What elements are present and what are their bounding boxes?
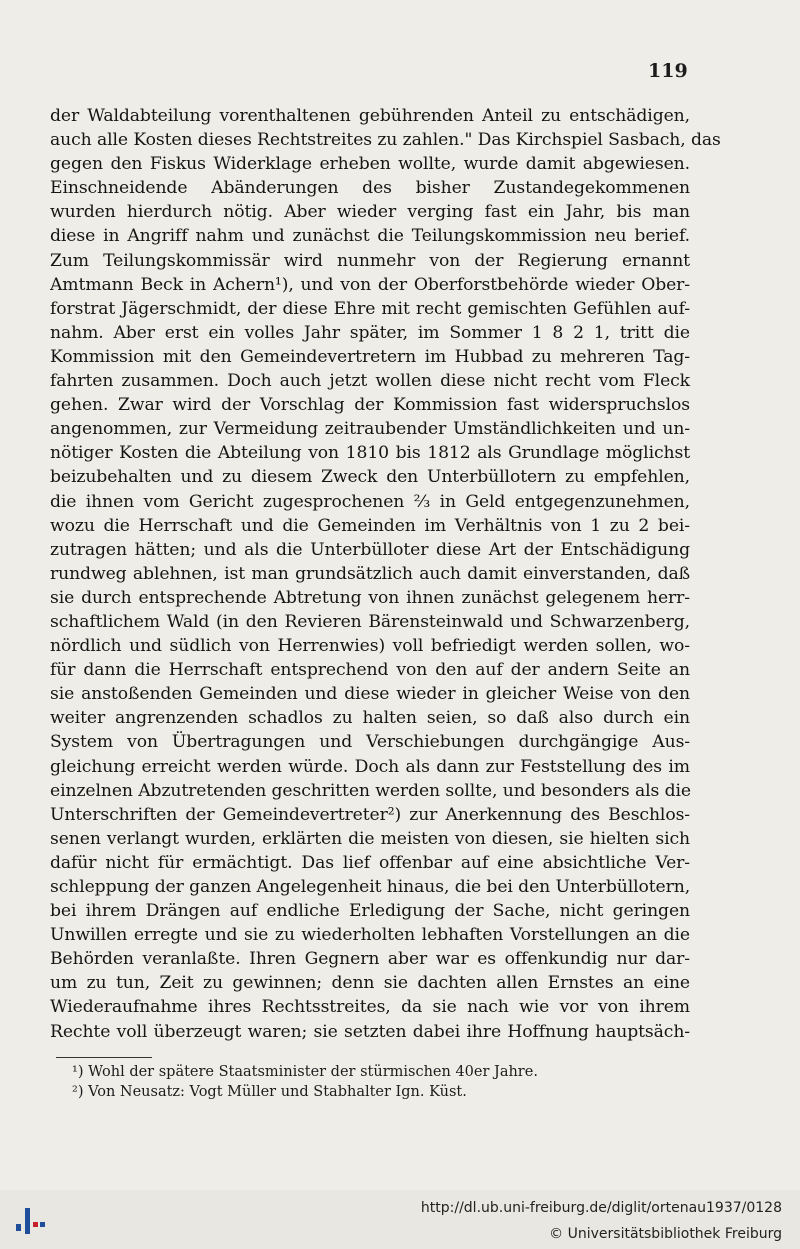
footnote-1: ¹) Wohl der spätere Staatsminister der stürmischen 40er Jahre. <box>72 1064 538 1080</box>
text-line: beizubehalten und zu diesem Zweck den Unterbüllotern zu empfehlen, <box>50 467 690 488</box>
text-line: senen verlangt wurden, erklärten die meisten von diesen, sie hielten sich <box>50 828 690 849</box>
text-line: forstrat Jägerschmidt, der diese Ehre mit recht gemischten Gefühlen auf- <box>50 298 690 319</box>
source-url-link[interactable]: http://dl.ub.uni-freiburg.de/diglit/ortenau1937/0128 <box>420 1200 782 1216</box>
footnote-separator <box>56 1057 152 1058</box>
text-line: Zum Teilungskommissär wird nunmehr von der Regierung ernannt <box>50 250 690 271</box>
text-line: Wiederaufnahme ihres Rechtsstreites, da sie nach wie vor von ihrem <box>50 997 690 1018</box>
text-line: sie durch entsprechende Abtretung von ihnen zunächst gelegenem herr- <box>50 587 690 608</box>
ub-freiburg-logo-icon <box>10 1200 50 1240</box>
text-line: Unwillen erregte und sie zu wiederholten lebhaften Vorstellungen an die <box>50 925 690 946</box>
text-line: bei ihrem Drängen auf endliche Erledigung der Sache, nicht geringen <box>50 901 690 922</box>
text-line: schleppung der ganzen Angelegenheit hinaus, die bei den Unterbüllotern, <box>50 877 691 897</box>
text-line: Amtmann Beck in Achern¹), und von der Oberforstbehörde wieder Ober- <box>50 274 690 295</box>
text-line: die ihnen vom Gericht zugesprochenen ⅔ in Geld entgegenzunehmen, <box>50 491 690 512</box>
footnote-2: ²) Von Neusatz: Vogt Müller und Stabhalter Ign. Küst. <box>72 1084 467 1100</box>
text-line: der Waldabteilung vorenthaltenen gebührenden Anteil zu entschädigen, <box>50 106 690 126</box>
text-line: weiter angrenzenden schadlos zu halten seien, so daß also durch ein <box>50 708 690 729</box>
text-line: rundweg ablehnen, ist man grundsätzlich auch damit einverstanden, daß <box>50 563 690 584</box>
text-line: einzelnen Abzutretenden geschritten werden sollte, und besonders als die <box>50 780 692 801</box>
text-line: um zu tun, Zeit zu gewinnen; denn sie dachten allen Ernstes an eine <box>50 973 690 994</box>
text-line: Kommission mit den Gemeindevertretern im Hubbad zu mehreren Tag- <box>50 346 690 367</box>
text-line: wurden hierdurch nötig. Aber wieder verging fast ein Jahr, bis man <box>50 202 690 223</box>
text-line: nahm. Aber erst ein volles Jahr später, im Sommer 1 8 2 1, tritt die <box>50 322 690 343</box>
text-line: Unterschriften der Gemeindevertreter²) zur Anerkennung des Beschlos- <box>50 804 690 825</box>
text-line: auch alle Kosten dieses Rechtstreites zu zahlen." Das Kirchspiel Sasbach, das <box>50 130 721 151</box>
text-line: nördlich und südlich von Herrenwies) voll befriedigt werden sollen, wo- <box>50 636 690 657</box>
text-line: Behörden veranlaßte. Ihren Gegnern aber war es offenkundig nur dar- <box>50 949 690 970</box>
text-line: nötiger Kosten die Abteilung von 1810 bis 1812 als Grundlage möglichst <box>50 443 690 464</box>
text-line: angenommen, zur Vermeidung zeitraubender Umständlichkeiten und un- <box>50 419 690 440</box>
text-line: gehen. Zwar wird der Vorschlag der Kommission fast widerspruchslos <box>50 395 690 416</box>
text-line: Einschneidende Abänderungen des bisher Zustandegekommenen <box>50 178 690 199</box>
text-line: fahrten zusammen. Doch auch jetzt wollen diese nicht recht vom Fleck <box>50 371 690 392</box>
footnotes <box>72 1062 672 1102</box>
text-line: System von Übertragungen und Verschiebungen durchgängige Aus- <box>50 732 690 753</box>
text-line: zutragen hätten; und als die Unterbülloter diese Art der Entschädigung <box>50 539 690 560</box>
text-line: für dann die Herrschaft entsprechend von den auf der andern Seite an <box>50 660 690 681</box>
text-line: gleichung erreicht werden würde. Doch als dann zur Feststellung des im <box>50 756 690 777</box>
text-line: wozu die Herrschaft und die Gemeinden im Verhältnis von 1 zu 2 bei- <box>50 515 690 536</box>
text-line: dafür nicht für ermächtigt. Das lief offenbar auf eine absichtliche Ver- <box>50 852 690 873</box>
text-line: sie anstoßenden Gemeinden und diese wieder in gleicher Weise von den <box>50 684 690 705</box>
body-text <box>50 104 721 1044</box>
text-line: diese in Angriff nahm und zunächst die Teilungskommission neu berief. <box>50 226 690 247</box>
copyright-notice: © Universitätsbibliothek Freiburg <box>549 1226 782 1242</box>
text-line: schaftlichem Wald (in den Revieren Bärensteinwald und Schwarzenberg, <box>50 611 690 632</box>
text-line: Rechte voll überzeugt waren; sie setzten dabei ihre Hoffnung hauptsäch- <box>50 1021 690 1042</box>
text-line: gegen den Fiskus Widerklage erheben wollte, wurde damit abgewiesen. <box>50 154 690 175</box>
page-number: 119 <box>648 60 688 82</box>
viewer-footer <box>0 1190 800 1249</box>
